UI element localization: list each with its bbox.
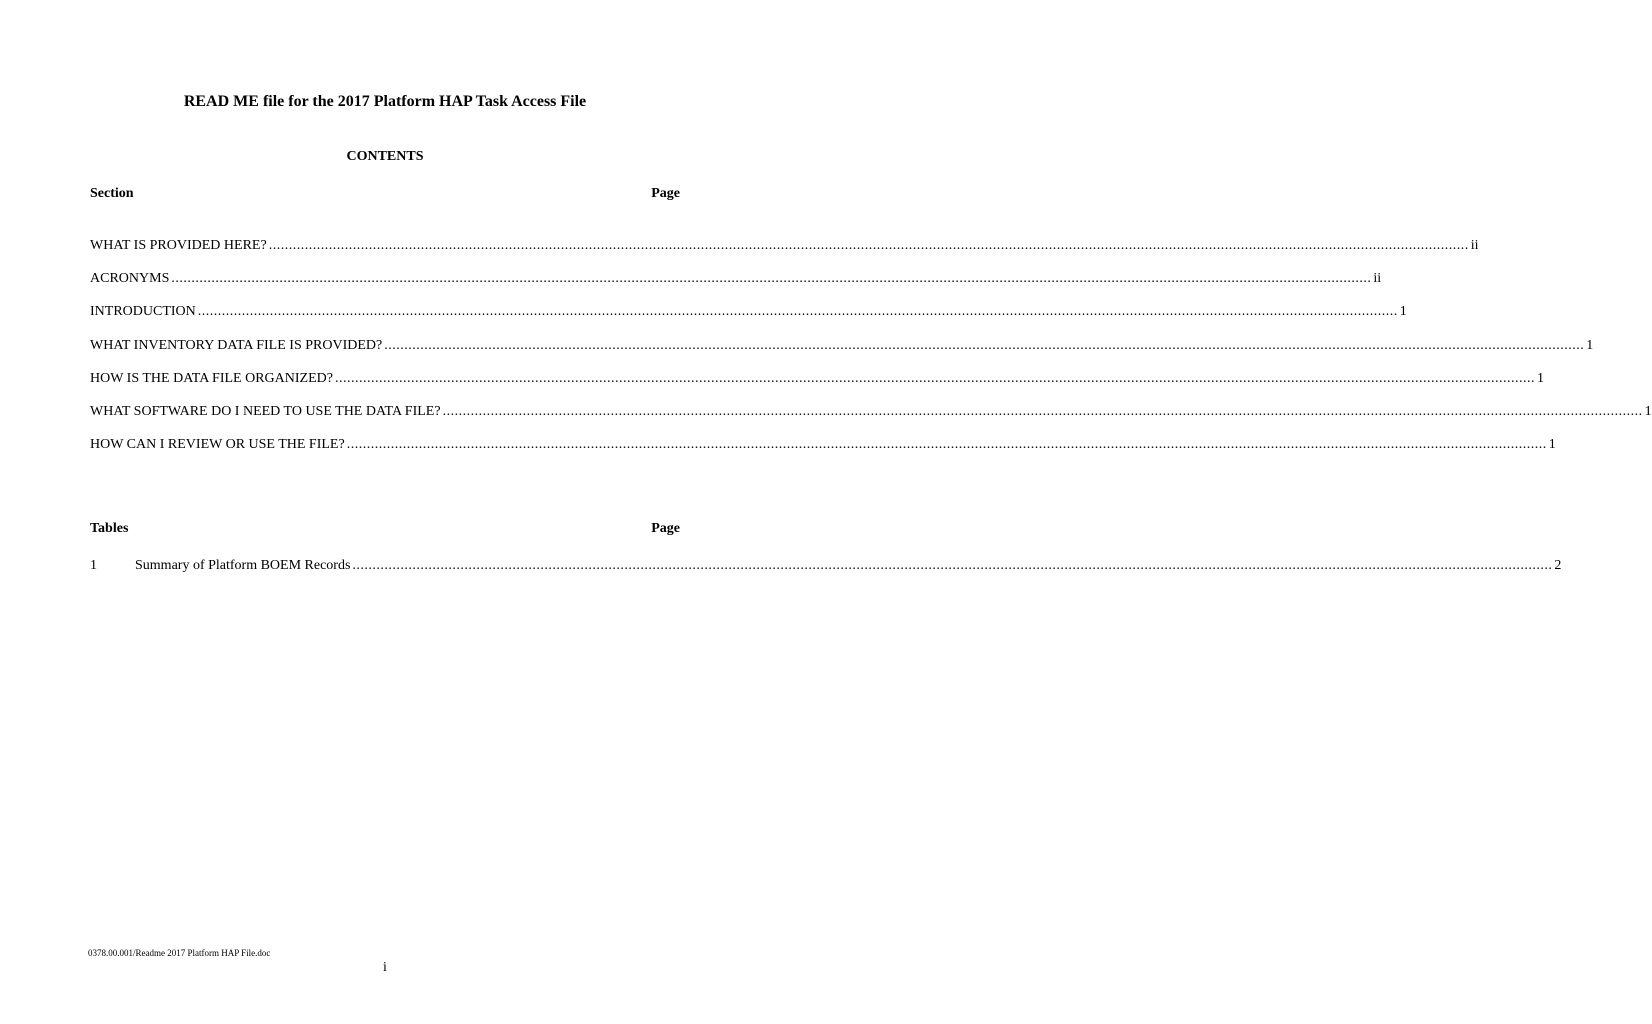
toc-entry[interactable] [90,237,1479,255]
toc-entry[interactable] [90,337,1594,355]
toc-entry-page: 1 [1399,304,1407,319]
toc-leader-dots: ............................................................................................................................................................................................................................................................................................................ [346,437,1547,452]
tables-page-header-label: Page [651,521,680,536]
toc-entry-page: 1 [1548,437,1556,452]
toc-leader-dots: ............................................................................................................................................................................................................................................................................................................ [171,271,1372,286]
toc-entry-page: 1 [1644,404,1652,419]
toc-leader-dots: ............................................................................................................................................................................................................................................................................................................ [384,338,1585,353]
toc-entry[interactable] [90,436,1556,454]
toc-leader-dots: ............................................................................................................................................................................................................................................................................................................ [442,404,1643,419]
toc-entry[interactable] [90,303,1407,321]
table-entry-number: 1 [90,558,97,573]
table-list-entry[interactable] [90,557,1562,575]
tables-header-label: Tables [90,521,129,536]
toc-entry-label: WHAT SOFTWARE DO I NEED TO USE THE DATA FILE? [90,404,441,419]
tables-column-header [90,521,680,537]
toc-entry-label: ACRONYMS [90,271,170,286]
toc-entry-page: ii [1373,271,1382,286]
page-number: i [383,960,387,975]
toc-entry[interactable] [90,403,1652,421]
toc-entry-page: ii [1470,238,1479,253]
toc-entry-label: WHAT IS PROVIDED HERE? [90,238,267,253]
toc-entry-label: INTRODUCTION [90,304,196,319]
toc-entry-label: HOW IS THE DATA FILE ORGANIZED? [90,371,333,386]
table-entry-page: 2 [1554,558,1562,573]
section-column-header [90,186,680,202]
table-entry-label: Summary of Platform BOEM Records [135,558,351,573]
toc-entry[interactable] [90,370,1544,388]
section-page-header-label: Page [651,186,680,201]
toc-entry-label: WHAT INVENTORY DATA FILE IS PROVIDED? [90,338,383,353]
section-header-label: Section [90,186,134,201]
contents-heading: CONTENTS [346,149,424,164]
footer-file-path: 0378.00.001/Readme 2017 Platform HAP File.doc [88,948,271,958]
toc-entry-label: HOW CAN I REVIEW OR USE THE FILE? [90,437,345,452]
toc-leader-dots: ............................................................................................................................................................................................................................................................................................................ [352,558,1553,573]
toc-entry[interactable] [90,270,1382,288]
toc-leader-dots: ............................................................................................................................................................................................................................................................................................................ [334,371,1535,386]
document-title: READ ME file for the 2017 Platform HAP Task Access File [183,93,587,110]
toc-entry-page: 1 [1586,338,1594,353]
toc-leader-dots: ............................................................................................................................................................................................................................................................................................................ [268,238,1469,253]
toc-leader-dots: ............................................................................................................................................................................................................................................................................................................ [197,304,1398,319]
toc-entry-page: 1 [1536,371,1544,386]
